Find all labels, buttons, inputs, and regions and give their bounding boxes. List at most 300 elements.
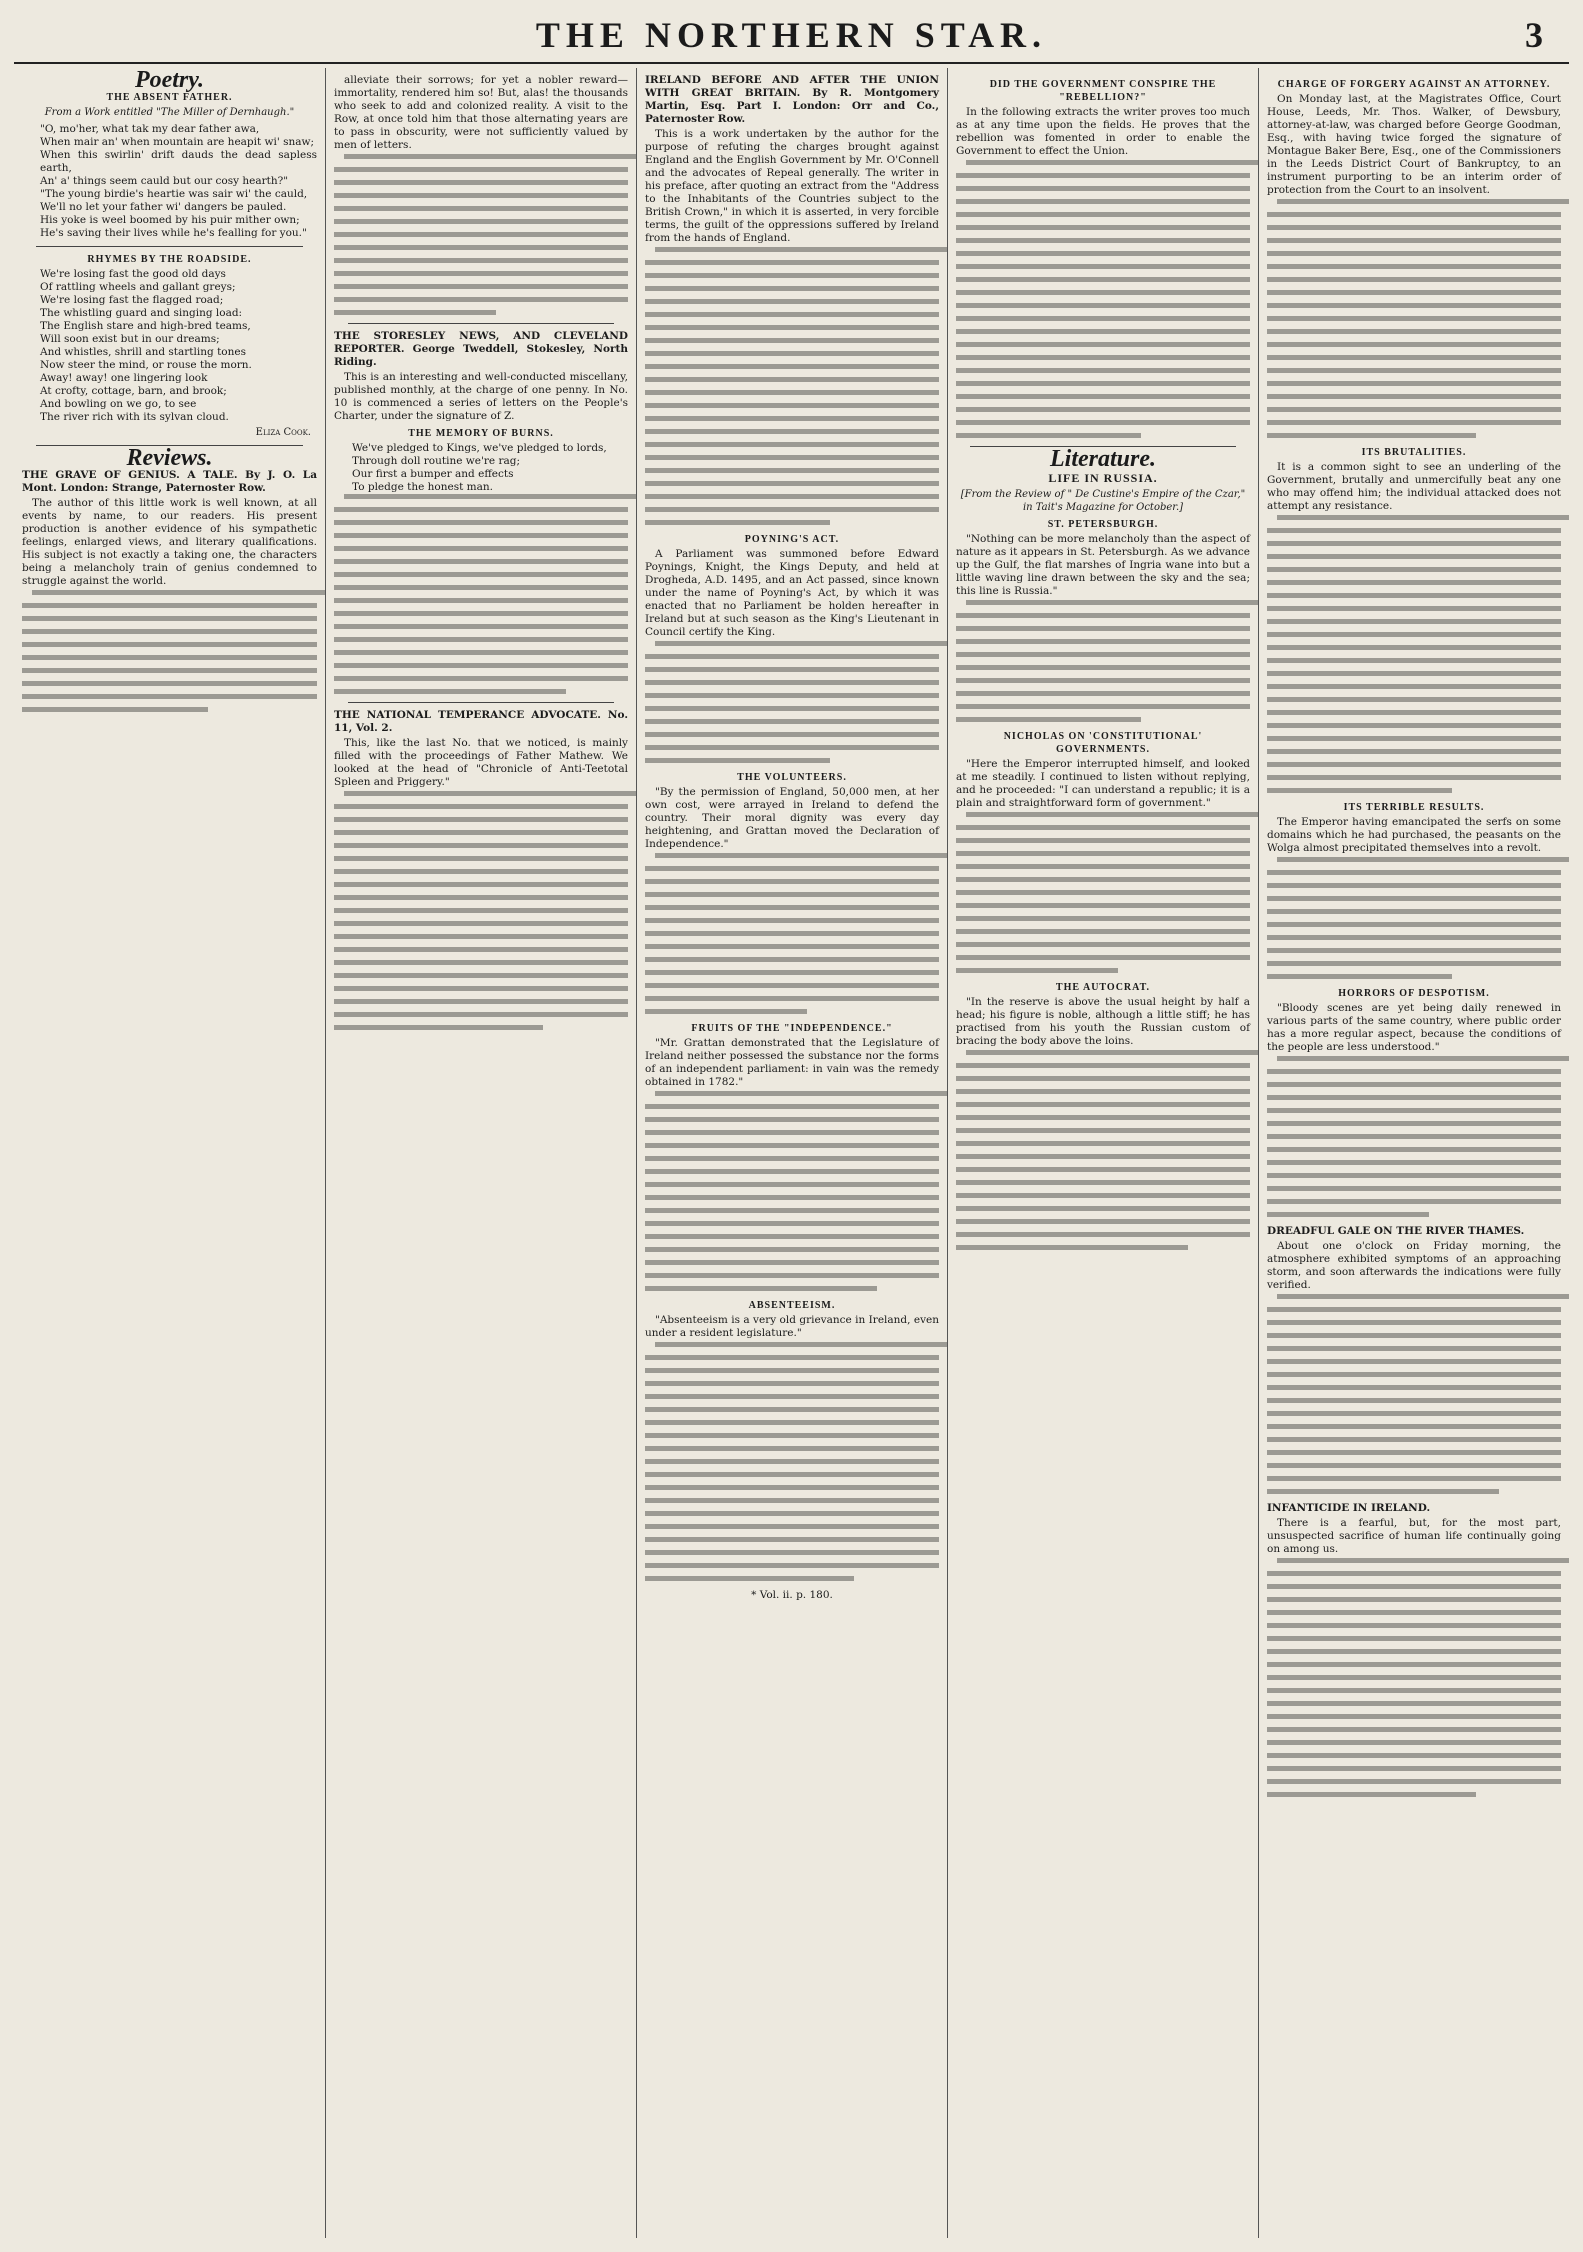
article-text: About one o'clock on Friday morning, the atmosphere exhibited symptoms of an approaching storm, and soon afterwards the indications were fully verified.	[1267, 1240, 1561, 1291]
text-line-placeholder	[956, 704, 1250, 709]
text-line-placeholder	[334, 310, 496, 315]
text-line-placeholder	[344, 494, 636, 499]
text-line-placeholder	[1267, 1199, 1561, 1204]
text-line-placeholder	[956, 329, 1250, 334]
text-line-placeholder	[1267, 1398, 1561, 1403]
text-line-placeholder	[956, 955, 1250, 960]
column-text-fill	[1267, 1294, 1561, 1494]
text-line-placeholder	[655, 1342, 947, 1347]
text-line-placeholder	[1277, 1294, 1569, 1299]
column-text-fill	[22, 590, 317, 712]
review-text: The author of this little work is well known, at all events by name, to our readers. His present production is another evidence of his sympathetic feelings, enlarged views, and literary qualifications. His subject is not exactly a taking one, the characters being a melancholy train of genius condemned to struggle against the world.	[22, 497, 317, 587]
text-line-placeholder	[1267, 1571, 1561, 1576]
text-line-placeholder	[1267, 671, 1561, 676]
column-5	[1258, 68, 1569, 2238]
text-line-placeholder	[22, 655, 317, 660]
text-line-placeholder	[1267, 407, 1561, 412]
text-line-placeholder	[1267, 264, 1561, 269]
text-line-placeholder	[956, 303, 1250, 308]
text-line-placeholder	[645, 680, 939, 685]
text-line-placeholder	[956, 1232, 1250, 1237]
text-line-placeholder	[645, 758, 830, 763]
text-line-placeholder	[645, 1169, 939, 1174]
text-line-placeholder	[334, 258, 628, 263]
text-line-placeholder	[645, 1195, 939, 1200]
text-line-placeholder	[956, 1076, 1250, 1081]
text-line-placeholder	[645, 1498, 939, 1503]
text-line-placeholder	[1267, 1411, 1561, 1416]
divider	[348, 702, 614, 703]
poem-source: From a Work entitled "The Miller of Dernhaugh."	[44, 107, 295, 118]
article-text: "In the reserve is above the usual height by half a head; his figure is noble, although a little stiff; he has practised from his youth the Russian custom of bracing the body above the loins.	[956, 996, 1250, 1047]
text-line-placeholder	[22, 668, 317, 673]
text-line-placeholder	[1267, 355, 1561, 360]
text-line-placeholder	[334, 585, 628, 590]
text-line-placeholder	[645, 351, 939, 356]
text-line-placeholder	[645, 1156, 939, 1161]
text-line-placeholder	[1267, 593, 1561, 598]
column-text-fill	[956, 1050, 1250, 1250]
text-line-placeholder	[956, 1115, 1250, 1120]
text-line-placeholder	[956, 968, 1118, 973]
text-line-placeholder	[1267, 1333, 1561, 1338]
text-line-placeholder	[956, 825, 1250, 830]
text-line-placeholder	[966, 812, 1258, 817]
text-line-placeholder	[645, 455, 939, 460]
text-line-placeholder	[1267, 1597, 1561, 1602]
text-line-placeholder	[645, 1576, 854, 1581]
text-line-placeholder	[645, 1104, 939, 1109]
text-line-placeholder	[334, 689, 566, 694]
text-line-placeholder	[334, 908, 628, 913]
text-line-placeholder	[1267, 1727, 1561, 1732]
text-line-placeholder	[645, 1208, 939, 1213]
text-line-placeholder	[645, 931, 939, 936]
article-heading: DREADFUL GALE ON THE RIVER THAMES.	[1267, 1225, 1525, 1237]
text-line-placeholder	[334, 999, 628, 1004]
text-line-placeholder	[1267, 1147, 1561, 1152]
text-line-placeholder	[1277, 515, 1569, 520]
text-line-placeholder	[334, 624, 628, 629]
text-line-placeholder	[645, 1182, 939, 1187]
text-line-placeholder	[1267, 736, 1561, 741]
section-heading: HORRORS OF DESPOTISM.	[1338, 988, 1490, 999]
footnote: * Vol. ii. p. 180.	[751, 1589, 833, 1601]
text-line-placeholder	[956, 890, 1250, 895]
article-text: A Parliament was summoned before Edward Poynings, Knight, the Kings Deputy, and held at Drogheda, A.D. 1495, and an Act passed, since known under the name of Poyning's Act, by which it was enacted that no Parliament be holden hereafter in Ireland but at such season as the King's Lieutenant in Council certify the King.	[645, 548, 939, 638]
text-line-placeholder	[1267, 381, 1561, 386]
text-line-placeholder	[1267, 433, 1476, 438]
article-text: "Bloody scenes are yet being daily renewed in various parts of the same country, where public order has a more regular aspect, because the conditions of the people are less understood."	[1267, 1002, 1561, 1053]
text-line-placeholder	[1267, 788, 1452, 793]
text-line-placeholder	[645, 1247, 939, 1252]
poem-line: Now steer the mind, or rouse the morn.	[40, 359, 252, 371]
text-line-placeholder	[334, 559, 628, 564]
section-heading: DID THE GOVERNMENT CONSPIRE THE "REBELLION?"	[989, 79, 1217, 103]
column-text-fill	[1267, 199, 1561, 438]
review-text: This is a work undertaken by the author for the purpose of refuting the charges brought against England and the English Government by Mr. O'Connell and the advocates of Repeal generally. The writer in his preface, after quoting an extract from the "Address to the Inhabitants of the Countries subject to the British Crown," in which it is asserted, in very forcible terms, the guilt of the oppressions suffered by Ireland from the hands of England.	[645, 128, 939, 244]
column-text-fill	[645, 1091, 939, 1291]
text-line-placeholder	[956, 1154, 1250, 1159]
text-line-placeholder	[1267, 1082, 1561, 1087]
text-line-placeholder	[22, 642, 317, 647]
poem-line: We're losing fast the flagged road;	[40, 294, 224, 306]
text-line-placeholder	[956, 238, 1250, 243]
text-line-placeholder	[645, 507, 939, 512]
text-line-placeholder	[956, 407, 1250, 412]
text-line-placeholder	[1267, 1489, 1499, 1494]
text-line-placeholder	[956, 342, 1250, 347]
text-line-placeholder	[1267, 303, 1561, 308]
text-line-placeholder	[956, 652, 1250, 657]
text-line-placeholder	[1267, 1662, 1561, 1667]
column-text-fill	[1267, 857, 1561, 979]
text-line-placeholder	[1267, 697, 1561, 702]
text-line-placeholder	[645, 1433, 939, 1438]
column-3	[636, 68, 947, 2238]
text-line-placeholder	[1267, 948, 1561, 953]
text-line-placeholder	[334, 804, 628, 809]
text-line-placeholder	[1267, 1069, 1561, 1074]
text-line-placeholder	[645, 1117, 939, 1122]
article-heading: INFANTICIDE IN IRELAND.	[1267, 1502, 1431, 1514]
article-text: "Here the Emperor interrupted himself, and looked at me steadily. I continued to listen without replying, and he proceeded: "I can understand a republic; it is a plain and straightforward form of government."	[956, 758, 1250, 809]
column-text-fill	[334, 494, 628, 694]
text-line-placeholder	[334, 180, 628, 185]
divider	[36, 246, 303, 247]
text-line-placeholder	[334, 650, 628, 655]
text-line-placeholder	[1267, 658, 1561, 663]
text-line-placeholder	[334, 219, 628, 224]
text-line-placeholder	[645, 1563, 939, 1568]
text-line-placeholder	[334, 598, 628, 603]
text-line-placeholder	[956, 1193, 1250, 1198]
text-line-placeholder	[334, 973, 628, 978]
section-heading: ST. PETERSBURGH.	[1047, 519, 1159, 530]
text-line-placeholder	[956, 186, 1250, 191]
text-line-placeholder	[645, 481, 939, 486]
text-line-placeholder	[645, 299, 939, 304]
section-heading: FRUITS OF THE "INDEPENDENCE."	[691, 1023, 893, 1034]
text-line-placeholder	[956, 381, 1250, 386]
poem-line: Our first a bumper and effects	[352, 468, 514, 480]
text-line-placeholder	[956, 277, 1250, 282]
text-line-placeholder	[334, 533, 628, 538]
review-heading: THE GRAVE OF GENIUS. A TALE. By J. O. La Mont. London: Strange, Paternoster Row.	[22, 469, 317, 494]
text-line-placeholder	[956, 355, 1250, 360]
text-line-placeholder	[1267, 580, 1561, 585]
review-heading: THE NATIONAL TEMPERANCE ADVOCATE. No. 11, Vol. 2.	[334, 709, 628, 734]
text-line-placeholder	[645, 1459, 939, 1464]
text-line-placeholder	[645, 338, 939, 343]
text-line-placeholder	[956, 1206, 1250, 1211]
column-text-fill	[956, 160, 1250, 438]
column-2	[325, 68, 636, 2238]
text-line-placeholder	[645, 273, 939, 278]
text-line-placeholder	[1267, 762, 1561, 767]
text-line-placeholder	[655, 1091, 947, 1096]
text-line-placeholder	[1267, 251, 1561, 256]
text-line-placeholder	[22, 616, 317, 621]
text-line-placeholder	[956, 1128, 1250, 1133]
text-line-placeholder	[966, 600, 1258, 605]
text-line-placeholder	[956, 678, 1250, 683]
text-line-placeholder	[645, 1407, 939, 1412]
text-line-placeholder	[22, 681, 317, 686]
text-line-placeholder	[1267, 342, 1561, 347]
text-line-placeholder	[334, 869, 628, 874]
text-line-placeholder	[645, 719, 939, 724]
review-text: This is an interesting and well-conducted miscellany, published monthly, at the charge of one penny. In No. 10 is commenced a series of letters on the People's Charter, under the signature of Z.	[334, 371, 628, 422]
text-line-placeholder	[1267, 1385, 1561, 1390]
text-line-placeholder	[1267, 710, 1561, 715]
text-line-placeholder	[334, 611, 628, 616]
text-line-placeholder	[1267, 723, 1561, 728]
column-text-fill	[1267, 1558, 1561, 1797]
section-heading: ITS TERRIBLE RESULTS.	[1343, 802, 1485, 813]
article-text: "Absenteeism is a very old grievance in Ireland, even under a resident legislature."	[645, 1314, 939, 1339]
text-line-placeholder	[1267, 554, 1561, 559]
review-heading: THE STORESLEY NEWS, AND CLEVELAND REPORTER. George Tweddell, Stokesley, North Riding.	[334, 330, 628, 368]
poem-line: And bowling on we go, to see	[40, 398, 197, 410]
text-line-placeholder	[645, 1446, 939, 1451]
text-line-placeholder	[334, 232, 628, 237]
text-line-placeholder	[956, 420, 1250, 425]
poem-body	[334, 442, 628, 494]
literature-heading: Literature.	[1050, 446, 1156, 472]
article-text: "Nothing can be more melancholy than the aspect of nature as it appears in St. Petersburgh. As we advance up the Gulf, the flat marshes of Ingria wane into but a little waving line drawn between the sky and the sea; this line is Russia."	[956, 533, 1250, 597]
text-line-placeholder	[645, 693, 939, 698]
text-line-placeholder	[1267, 1688, 1561, 1693]
text-line-placeholder	[655, 853, 947, 858]
text-line-placeholder	[1267, 1610, 1561, 1615]
text-line-placeholder	[645, 1394, 939, 1399]
text-line-placeholder	[956, 368, 1250, 373]
text-line-placeholder	[1267, 1714, 1561, 1719]
text-line-placeholder	[1267, 225, 1561, 230]
text-line-placeholder	[645, 494, 939, 499]
text-line-placeholder	[645, 364, 939, 369]
text-line-placeholder	[1267, 1437, 1561, 1442]
text-line-placeholder	[956, 290, 1250, 295]
text-line-placeholder	[956, 199, 1250, 204]
text-line-placeholder	[956, 851, 1250, 856]
poem-author: Eliza Cook.	[255, 427, 311, 438]
text-line-placeholder	[1267, 1212, 1429, 1217]
text-line-placeholder	[645, 879, 939, 884]
text-line-placeholder	[956, 877, 1250, 882]
poetry-heading: Poetry.	[134, 68, 205, 93]
text-line-placeholder	[645, 468, 939, 473]
text-line-placeholder	[645, 403, 939, 408]
text-line-placeholder	[956, 613, 1250, 618]
text-line-placeholder	[1267, 1424, 1561, 1429]
column-text-fill	[1267, 515, 1561, 793]
text-line-placeholder	[645, 918, 939, 923]
section-heading: THE VOLUNTEERS.	[737, 772, 847, 783]
text-line-placeholder	[645, 520, 830, 525]
text-line-placeholder	[645, 377, 939, 382]
text-line-placeholder	[22, 629, 317, 634]
text-line-placeholder	[645, 416, 939, 421]
text-line-placeholder	[645, 706, 939, 711]
poem-line: Of rattling wheels and gallant greys;	[40, 281, 236, 293]
text-line-placeholder	[1267, 1160, 1561, 1165]
text-line-placeholder	[334, 843, 628, 848]
text-line-placeholder	[334, 882, 628, 887]
text-line-placeholder	[344, 154, 636, 159]
section-heading: POYNING'S ACT.	[744, 534, 840, 545]
text-line-placeholder	[645, 1221, 939, 1226]
article-title: LIFE IN RUSSIA.	[1048, 471, 1158, 485]
text-line-placeholder	[645, 983, 939, 988]
text-line-placeholder	[334, 986, 628, 991]
column-text-fill	[645, 1342, 939, 1581]
text-line-placeholder	[334, 856, 628, 861]
text-line-placeholder	[645, 1472, 939, 1477]
text-line-placeholder	[645, 1420, 939, 1425]
columns	[14, 68, 1569, 2238]
text-line-placeholder	[645, 1009, 807, 1014]
text-line-placeholder	[1267, 1463, 1561, 1468]
text-line-placeholder	[1267, 883, 1561, 888]
text-line-placeholder	[334, 676, 628, 681]
text-line-placeholder	[1267, 1186, 1561, 1191]
text-line-placeholder	[22, 603, 317, 608]
text-line-placeholder	[1267, 1346, 1561, 1351]
text-line-placeholder	[344, 791, 636, 796]
article-text: On Monday last, at the Magistrates Office, Court House, Leeds, Mr. Thos. Walker, of Dewsbury, attorney-at-law, was charged before George Goodman, Esq., with having twice forged the signature of Montague Baker Bere, Esq., one of the Commissioners in the Leeds District Court of Bankruptcy, to an instrument purporting to be an interim order of protection from the Court to an insolvent.	[1267, 93, 1561, 196]
text-line-placeholder	[1267, 1792, 1476, 1797]
text-line-placeholder	[1267, 632, 1561, 637]
section-heading: THE AUTOCRAT.	[1055, 982, 1151, 993]
text-line-placeholder	[1267, 896, 1561, 901]
text-line-placeholder	[1267, 528, 1561, 533]
text-line-placeholder	[645, 866, 939, 871]
text-line-placeholder	[1267, 316, 1561, 321]
text-line-placeholder	[334, 507, 628, 512]
text-line-placeholder	[956, 1063, 1250, 1068]
text-line-placeholder	[1267, 935, 1561, 940]
text-line-placeholder	[334, 895, 628, 900]
text-line-placeholder	[956, 212, 1250, 217]
text-line-placeholder	[645, 1537, 939, 1542]
text-line-placeholder	[956, 639, 1250, 644]
poem-body	[22, 123, 317, 240]
text-line-placeholder	[956, 1245, 1188, 1250]
text-line-placeholder	[1267, 749, 1561, 754]
text-line-placeholder	[334, 830, 628, 835]
text-line-placeholder	[956, 1089, 1250, 1094]
text-line-placeholder	[334, 663, 628, 668]
text-line-placeholder	[334, 167, 628, 172]
poem-line: To pledge the honest man.	[352, 481, 493, 493]
section-heading: ABSENTEEISM.	[748, 1300, 836, 1311]
text-line-placeholder	[645, 1286, 877, 1291]
text-line-placeholder	[645, 260, 939, 265]
masthead-rule	[14, 62, 1569, 64]
text-line-placeholder	[1267, 775, 1561, 780]
text-line-placeholder	[956, 316, 1250, 321]
text-line-placeholder	[655, 641, 947, 646]
text-line-placeholder	[956, 1219, 1250, 1224]
text-line-placeholder	[645, 1485, 939, 1490]
text-line-placeholder	[645, 1355, 939, 1360]
text-line-placeholder	[956, 929, 1250, 934]
text-line-placeholder	[1267, 1173, 1561, 1178]
text-line-placeholder	[1267, 606, 1561, 611]
poem-title: RHYMES BY THE ROADSIDE.	[87, 254, 252, 265]
section-heading: NICHOLAS ON 'CONSTITUTIONAL' GOVERNMENTS.	[1003, 731, 1203, 755]
article-text: "Mr. Grattan demonstrated that the Legislature of Ireland neither possessed the substance nor the forms of an independent parliament: in vain was the remedy obtained in 1782."	[645, 1037, 939, 1088]
poem-line: He's saving their lives while he's fealling for you."	[40, 227, 307, 239]
text-line-placeholder	[645, 667, 939, 672]
text-line-placeholder	[32, 590, 325, 595]
text-line-placeholder	[645, 1550, 939, 1555]
text-line-placeholder	[1267, 909, 1561, 914]
text-line-placeholder	[334, 546, 628, 551]
text-line-placeholder	[334, 934, 628, 939]
text-line-placeholder	[645, 996, 939, 1001]
text-line-placeholder	[334, 817, 628, 822]
text-line-placeholder	[334, 245, 628, 250]
text-line-placeholder	[334, 637, 628, 642]
poem-line: We'll no let your father wi' dangers be pauled.	[40, 201, 287, 213]
text-line-placeholder	[334, 297, 628, 302]
text-line-placeholder	[1277, 1558, 1569, 1563]
text-line-placeholder	[645, 944, 939, 949]
text-line-placeholder	[645, 325, 939, 330]
column-text-fill	[956, 600, 1250, 722]
poem-body	[22, 268, 317, 424]
poem-line: When this swirlin' drift dauds the dead sapless earth,	[40, 149, 317, 174]
article-text: "By the permission of England, 50,000 men, at her own cost, were arrayed in Ireland to defend the country. Their moral dignity was every day heightening, and Grattan moved the Declaration of Independence."	[645, 786, 939, 850]
text-line-placeholder	[1267, 1766, 1561, 1771]
text-line-placeholder	[334, 193, 628, 198]
text-line-placeholder	[334, 1012, 628, 1017]
divider	[348, 323, 614, 324]
text-line-placeholder	[655, 247, 947, 252]
column-text-fill	[645, 247, 939, 525]
text-line-placeholder	[956, 173, 1250, 178]
text-line-placeholder	[1267, 329, 1561, 334]
text-line-placeholder	[956, 1102, 1250, 1107]
text-line-placeholder	[1277, 199, 1569, 204]
column-text-fill	[1267, 1056, 1561, 1217]
text-line-placeholder	[645, 1143, 939, 1148]
text-line-placeholder	[966, 1050, 1258, 1055]
poem-line: And whistles, shrill and startling tones	[40, 346, 246, 358]
text-line-placeholder	[956, 394, 1250, 399]
text-line-placeholder	[1267, 1476, 1561, 1481]
text-line-placeholder	[645, 970, 939, 975]
text-line-placeholder	[334, 284, 628, 289]
text-line-placeholder	[334, 947, 628, 952]
article-source: [From the Review of " De Custine's Empire of the Czar," in Tait's Magazine for October.]	[960, 489, 1246, 513]
text-line-placeholder	[1267, 1372, 1561, 1377]
text-line-placeholder	[1267, 277, 1561, 282]
poem-line: An' a' things seem cauld but our cosy hearth?"	[40, 175, 289, 187]
poem-line: "O, mo'her, what tak my dear father awa,	[40, 123, 260, 135]
text-line-placeholder	[645, 745, 939, 750]
text-line-placeholder	[1267, 619, 1561, 624]
text-line-placeholder	[1267, 1307, 1561, 1312]
text-line-placeholder	[956, 433, 1141, 438]
text-line-placeholder	[1267, 394, 1561, 399]
text-line-placeholder	[1267, 1134, 1561, 1139]
text-line-placeholder	[645, 732, 939, 737]
poem-title: THE ABSENT FATHER.	[106, 92, 233, 103]
